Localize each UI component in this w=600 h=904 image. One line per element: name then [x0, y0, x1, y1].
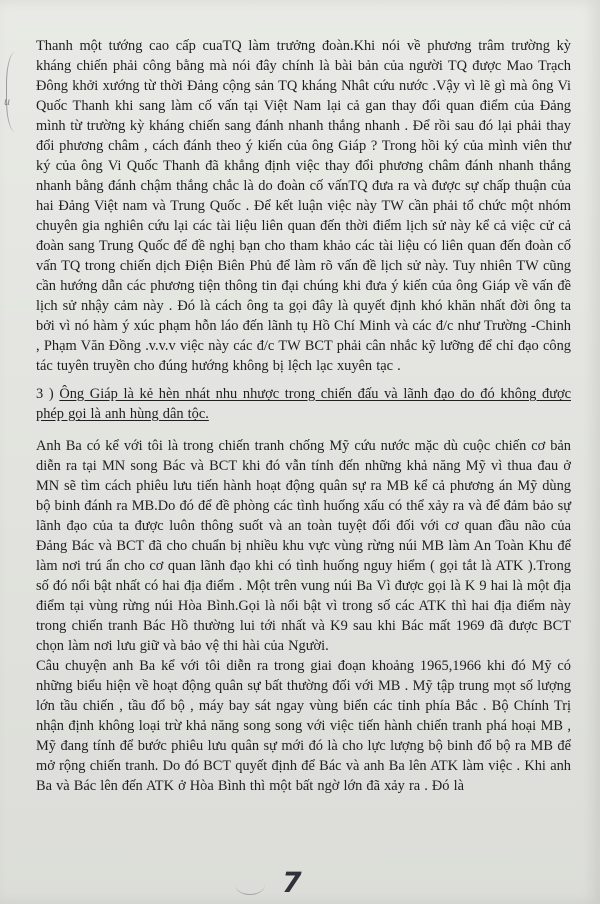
- paragraph-3: Câu chuyện anh Ba kể với tôi diễn ra trong giai đoạn khoảng 1965,1966 khi đó Mỹ có những biểu hiện về hoạt động quân sự bất thường đối với MB . Mỹ tập trung mọt số lượng lớn tầu chiến , tầu đổ bộ , máy bay sát ngay vùng biển các tỉnh phía Bắc . Bộ Chính Trị nhận định không loại trừ khả năng song song với việc tiến hành chiến tranh phá hoại MB , Mỹ đang tính để bước phiêu lưu quân sự mới đó là cho lực lượng bộ binh đổ bộ ra MB để mở rộng chiến tranh. Do đó BCT quyết định để Bác và anh Ba lên ATK làm việc . Khi anh Ba và Bác lên đến ATK ở Hòa Bình thì một bất ngờ lớn đã xảy ra . Đó là: [36, 658, 571, 794]
- section-title: Ông Giáp là kẻ hèn nhát nhu nhược trong chiến đấu và lãnh đạo do đó không được phép gọi là anh hùng dân tộc.: [36, 386, 572, 422]
- paragraph-2: Anh Ba có kể với tôi là trong chiến tranh chống Mỹ cứu nước mặc dù cuộc chiến cơ bản diễn ra tại MN song Bác và BCT khi đó vẫn tính đến những khả năng Mỹ vì thua đau ở MN sẽ tìm cách phiêu lưu tiến hành hoạt động quân sự ra MB kể cả phương án Mỹ dùng bộ binh đánh ra MB.Do đó để đề phòng các tình huống xấu có thể xảy ra và để đảm bảo sự lãnh đạo của ta được luôn thông suốt và an toàn tuyệt đối đối với cơ quan đầu não của Đảng Bác và BCT đã cho chuẩn bị nhiều khu vực vùng rừng núi MB làm An Toàn Khu để làm nơi trú ẩn cho cơ quan lãnh đạo khi có tình huống nguy hiểm ( gọi tắt là ATK ).Trong số đó nổi bật nhất có hai địa điểm . Một trên vung núi Ba Vì được gọi là K 9 hai là một địa điểm tại vùng rừng núi Hòa Bình.Gọi là nổi bật vì trong số các ATK thì hai địa điểm này trong chiến tranh Bác Hồ thường lui tới nhất và K9 sau khi Bác mất 1969 đã được BCT chọn làm nơi lưu giữ và bảo vệ thi hài của Người.: [36, 438, 571, 654]
- section-number: 3 ): [36, 386, 60, 402]
- section-heading: [36, 384, 571, 424]
- handwritten-margin-note: u: [4, 94, 10, 108]
- handwritten-page-number: 7: [278, 866, 305, 899]
- paragraph-1: Thanh một tướng cao cấp cuaTQ làm trưởng đoàn.Khi nói về phương trâm trường kỳ kháng chiến phải công bằng mà nói đây chính là bài bản của người TQ được Mao Trạch Đông khởi xướng từ thời Đảng cộng sản TQ kháng Nhât cứu nước .Vậy vì lẽ gì mà ông Vi Quốc Thanh khi sang làm cố vấn tại Việt Nam lại cả gan thay đổi quan điểm của Đảng mình từ trường kỳ kháng chiến sang đánh nhanh thắng nhanh . Để rồi sau đó lại phải thay đổi phương châm , cách đánh theo ý kiến của ông Giáp ? Trong hồi ký của mình viên thư ký của ông Vi Quốc Thanh đã khẳng định việc thay đổi phương châm đánh nhanh thắng nhanh bằng đánh chậm thắng chắc là do đoàn cố vấnTQ đưa ra và được sự chấp thuận của hai Đảng Việt nam và Trung Quốc . Để kết luận việc này TW cần phải tổ chức một nhóm chuyên gia nghiên cứu lại các tài liệu liên quan đến thời điểm lịch sử này kể cả việc cử cả đoàn sang Trung Quốc để đề nghị bạn cho tham khảo các tài liệu có liên quan đến đoàn cố vấn TQ trong chiến dịch Điện Biên Phủ để làm rõ vấn đề lịch sử này. Tuy nhiên TW cũng cần hướng dẫn các phương tiện thông tin đại chúng khi đưa ý kiến của ông Giáp về vấn đề lịch sử nhậy cảm này . Đó là cách ông ta gọi đây là quyết định khó khăn nhất đời ông ta bởi vì nó hàm ý xúc phạm hỗn láo đến lãnh tụ Hồ Chí Minh và các đ/c như Trường -Chinh , Phạm Văn Đồng .v.v.v việc này các đ/c TW BCT phải cân nhắc kỹ lưỡng để chỉ đạo công tác tuyên truyền cho đúng hướng không bị lệch lạc xuyên tạc .: [36, 38, 571, 374]
- handwritten-margin-bracket: [6, 52, 29, 132]
- handwritten-scribble: [235, 874, 265, 895]
- document-body: [36, 36, 571, 796]
